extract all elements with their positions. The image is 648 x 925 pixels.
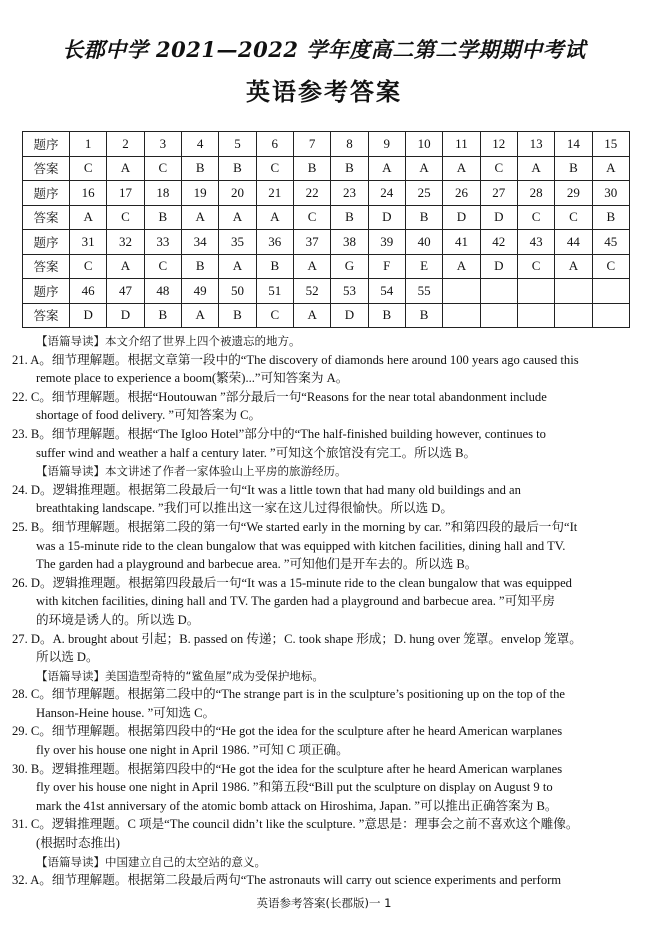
table-cell: B [592, 205, 629, 230]
table-cell: B [181, 254, 218, 279]
table-cell: 16 [70, 181, 107, 206]
table-cell: 29 [555, 181, 592, 206]
table-cell: 4 [181, 132, 218, 157]
table-cell: 50 [219, 279, 256, 304]
answer-explanation: 23. B。细节理解题。根据“The Igloo Hotel”部分中的“The half-finished building however, continues to [12, 426, 546, 441]
table-cell: 6 [256, 132, 293, 157]
row-header: 答案 [23, 254, 70, 279]
table-cell: D [480, 205, 517, 230]
explanation-continuation: (根据时态推出) [36, 836, 120, 851]
table-cell: 38 [331, 230, 368, 255]
table-cell: 22 [293, 181, 330, 206]
table-cell: B [144, 303, 181, 328]
table-cell: A [555, 254, 592, 279]
answer-explanation: 30. B。逻辑推理题。根据第四段中的“He got the idea for the sculpture after he heard American warplanes [12, 761, 563, 776]
table-cell: C [555, 205, 592, 230]
answer-explanation: 31. C。逻辑推理题。C 项是“The council didn’t like the sculpture. ”意思是：理事会之前不喜欢这个雕像。 [12, 817, 579, 832]
table-cell: A [219, 205, 256, 230]
table-cell: B [405, 303, 442, 328]
table-cell: B [144, 205, 181, 230]
explanation-continuation: Hanson-Heine house. ”可知选 C。 [36, 705, 216, 720]
table-cell: 30 [592, 181, 629, 206]
table-cell [517, 279, 554, 304]
passage-guide: 【语篇导读】中国建立自己的太空站的意义。 [36, 854, 266, 869]
table-cell [592, 303, 629, 328]
table-cell: A [181, 303, 218, 328]
table-cell: A [293, 254, 330, 279]
table-cell: 48 [144, 279, 181, 304]
table-cell: A [592, 156, 629, 181]
table-cell: 17 [107, 181, 144, 206]
table-cell: 55 [405, 279, 442, 304]
table-cell: 36 [256, 230, 293, 255]
question-number-row [23, 181, 630, 206]
table-cell: B [331, 205, 368, 230]
passage-guide: 【语篇导读】美国造型奇特的“鲨鱼屋”成为受保护地标。 [36, 668, 324, 683]
table-cell: A [368, 156, 405, 181]
table-cell [517, 303, 554, 328]
table-cell: 39 [368, 230, 405, 255]
table-cell: A [70, 205, 107, 230]
table-cell: 43 [517, 230, 554, 255]
table-cell: G [331, 254, 368, 279]
answer-explanation: 27. D。A. brought about 引起；B. passed on 传递；C. took shape 形成；D. hung over 笼罩。envelop 笼罩。 [12, 631, 582, 646]
table-cell: 31 [70, 230, 107, 255]
table-cell: 8 [331, 132, 368, 157]
table-cell: 51 [256, 279, 293, 304]
table-cell: 45 [592, 230, 629, 255]
explanation-continuation: fly over his house one night in April 1986. ”和第五段“Bill put the sculpture on display on August 9 to [36, 780, 553, 795]
table-cell: C [480, 156, 517, 181]
table-cell: C [293, 205, 330, 230]
table-cell: 32 [107, 230, 144, 255]
table-cell: B [555, 156, 592, 181]
table-cell: C [256, 303, 293, 328]
table-cell: C [592, 254, 629, 279]
table-cell: 52 [293, 279, 330, 304]
table-cell: 21 [256, 181, 293, 206]
table-cell: C [517, 254, 554, 279]
answer-table [22, 131, 630, 328]
table-cell: 41 [443, 230, 480, 255]
table-cell: 49 [181, 279, 218, 304]
table-cell: 37 [293, 230, 330, 255]
table-cell: B [219, 303, 256, 328]
explanations [12, 332, 636, 890]
table-cell [443, 279, 480, 304]
table-cell: 10 [405, 132, 442, 157]
table-cell: 19 [181, 181, 218, 206]
table-cell [443, 303, 480, 328]
table-cell: 27 [480, 181, 517, 206]
row-header: 题序 [23, 181, 70, 206]
table-cell: 3 [144, 132, 181, 157]
question-number-row [23, 230, 630, 255]
table-cell: 53 [331, 279, 368, 304]
explanation-continuation: shortage of food delivery. ”可知答案为 C。 [36, 408, 262, 423]
explanation-continuation: with kitchen facilities, dining hall and TV. The garden had a playground and barbecue area. ”可知平房 [36, 594, 555, 609]
table-cell: 7 [293, 132, 330, 157]
table-cell: A [293, 303, 330, 328]
table-cell: A [107, 156, 144, 181]
row-header: 题序 [23, 279, 70, 304]
table-cell: C [144, 254, 181, 279]
table-cell: 23 [331, 181, 368, 206]
table-cell: 14 [555, 132, 592, 157]
table-cell: D [443, 205, 480, 230]
table-cell: A [517, 156, 554, 181]
table-cell: D [480, 254, 517, 279]
table-cell: A [405, 156, 442, 181]
answer-explanation: 26. D。逻辑推理题。根据第四段最后一句“It was a 15-minute ride to the clean bungalow that was equipped [12, 575, 572, 590]
table-cell: 11 [443, 132, 480, 157]
table-cell: B [331, 156, 368, 181]
row-header: 答案 [23, 156, 70, 181]
table-cell [555, 279, 592, 304]
table-cell: D [107, 303, 144, 328]
table-cell: 28 [517, 181, 554, 206]
table-cell: A [256, 205, 293, 230]
answer-explanation: 22. C。细节理解题。根据“Houtouwan ”部分最后一句“Reasons for the near total abandonment include [12, 389, 547, 404]
table-cell: C [517, 205, 554, 230]
table-cell: 26 [443, 181, 480, 206]
passage-guide: 【语篇导读】本文讲述了作者一家体验山上平房的旅游经历。 [36, 464, 347, 479]
table-cell: 1 [70, 132, 107, 157]
table-cell: 24 [368, 181, 405, 206]
table-cell: B [368, 303, 405, 328]
table-cell [480, 279, 517, 304]
answer-explanation: 28. C。细节理解题。根据第二段中的“The strange part is in the sculpture’s positioning up on the top of the [12, 687, 566, 702]
table-cell: 20 [219, 181, 256, 206]
table-cell: A [219, 254, 256, 279]
table-cell [555, 303, 592, 328]
explanation-continuation: breathtaking landscape. ”我们可以推出这一家在这儿过得很愉快。所以选 D。 [36, 501, 453, 516]
answer-explanation: 29. C。细节理解题。根据第四段中的“He got the idea for the sculpture after he heard American warplanes [12, 724, 563, 739]
table-cell: F [368, 254, 405, 279]
answer-row [23, 303, 630, 328]
answer-key-subtitle: 英语参考答案 [246, 78, 402, 106]
question-number-row [23, 132, 630, 157]
passage-guide: 【语篇导读】本文介绍了世界上四个被遗忘的地方。 [36, 334, 301, 348]
table-cell: 47 [107, 279, 144, 304]
answer-row [23, 156, 630, 181]
table-cell: B [293, 156, 330, 181]
table-cell: C [70, 156, 107, 181]
explanation-continuation: 所以选 D。 [36, 650, 99, 665]
table-cell: A [107, 254, 144, 279]
explanation-continuation: remote place to experience a boom(繁荣)...”可知答案为 A。 [36, 371, 349, 386]
explanation-continuation: suffer wind and weather a half a century later. ”可知这个旅馆没有完工。所以选 B。 [36, 445, 477, 460]
explanation-continuation: was a 15-minute ride to the clean bungalow that was equipped with kitchen facilities, dining hall and TV. [36, 538, 566, 553]
table-cell: C [70, 254, 107, 279]
table-cell: C [256, 156, 293, 181]
table-cell: E [405, 254, 442, 279]
table-cell: 34 [181, 230, 218, 255]
table-cell: B [219, 156, 256, 181]
table-cell: 2 [107, 132, 144, 157]
row-header: 题序 [23, 132, 70, 157]
table-cell: A [443, 156, 480, 181]
answer-explanation: 32. A。细节理解题。根据第二段最后两句“The astronauts will carry out science experiments and perform [12, 873, 562, 888]
table-cell: 44 [555, 230, 592, 255]
explanation-continuation: fly over his house one night in April 1986. ”可知 C 项正确。 [36, 743, 349, 758]
table-cell: 35 [219, 230, 256, 255]
table-cell [480, 303, 517, 328]
table-cell: B [256, 254, 293, 279]
exam-title: 长郡中学 2021—2022 学年度高二第二学期期中考试 [62, 37, 586, 62]
table-cell: 25 [405, 181, 442, 206]
table-cell: 54 [368, 279, 405, 304]
answer-row [23, 254, 630, 279]
explanation-continuation: 的环境是诱人的。所以选 D。 [36, 612, 200, 627]
table-cell: A [181, 205, 218, 230]
table-cell: 18 [144, 181, 181, 206]
table-cell: 33 [144, 230, 181, 255]
table-cell: D [331, 303, 368, 328]
answer-explanation: 24. D。逻辑推理题。根据第二段最后一句“It was a little town that had many old buildings and an [12, 482, 521, 497]
table-cell: 13 [517, 132, 554, 157]
table-cell: 46 [70, 279, 107, 304]
table-cell: D [70, 303, 107, 328]
table-cell: D [368, 205, 405, 230]
table-cell: C [144, 156, 181, 181]
table-cell: C [107, 205, 144, 230]
answer-explanation: 21. A。细节理解题。根据文章第一段中的“The discovery of diamonds here around 100 years ago caused this [12, 352, 579, 367]
answer-explanation: 25. B。细节理解题。根据第二段的第一句“We started early in the morning by car. ”和第四段的最后一句“It [12, 519, 578, 534]
question-number-row [23, 279, 630, 304]
table-cell: 15 [592, 132, 629, 157]
table-cell: 5 [219, 132, 256, 157]
row-header: 题序 [23, 230, 70, 255]
table-cell [592, 279, 629, 304]
answer-row [23, 205, 630, 230]
row-header: 答案 [23, 303, 70, 328]
table-cell: 42 [480, 230, 517, 255]
table-cell: 9 [368, 132, 405, 157]
table-cell: 12 [480, 132, 517, 157]
row-header: 答案 [23, 205, 70, 230]
explanation-continuation: mark the 41st anniversary of the atomic bomb attack on Hiroshima, Japan. ”可以推出正确答案为 B。 [36, 798, 558, 813]
table-cell: B [181, 156, 218, 181]
table-cell: A [443, 254, 480, 279]
page-footer: 英语参考答案(长郡版)一 1 [256, 896, 392, 910]
explanation-continuation: The garden had a playground and barbecue area. ”可知他们是开车去的。所以选 B。 [36, 557, 478, 572]
table-cell: B [405, 205, 442, 230]
table-cell: 40 [405, 230, 442, 255]
